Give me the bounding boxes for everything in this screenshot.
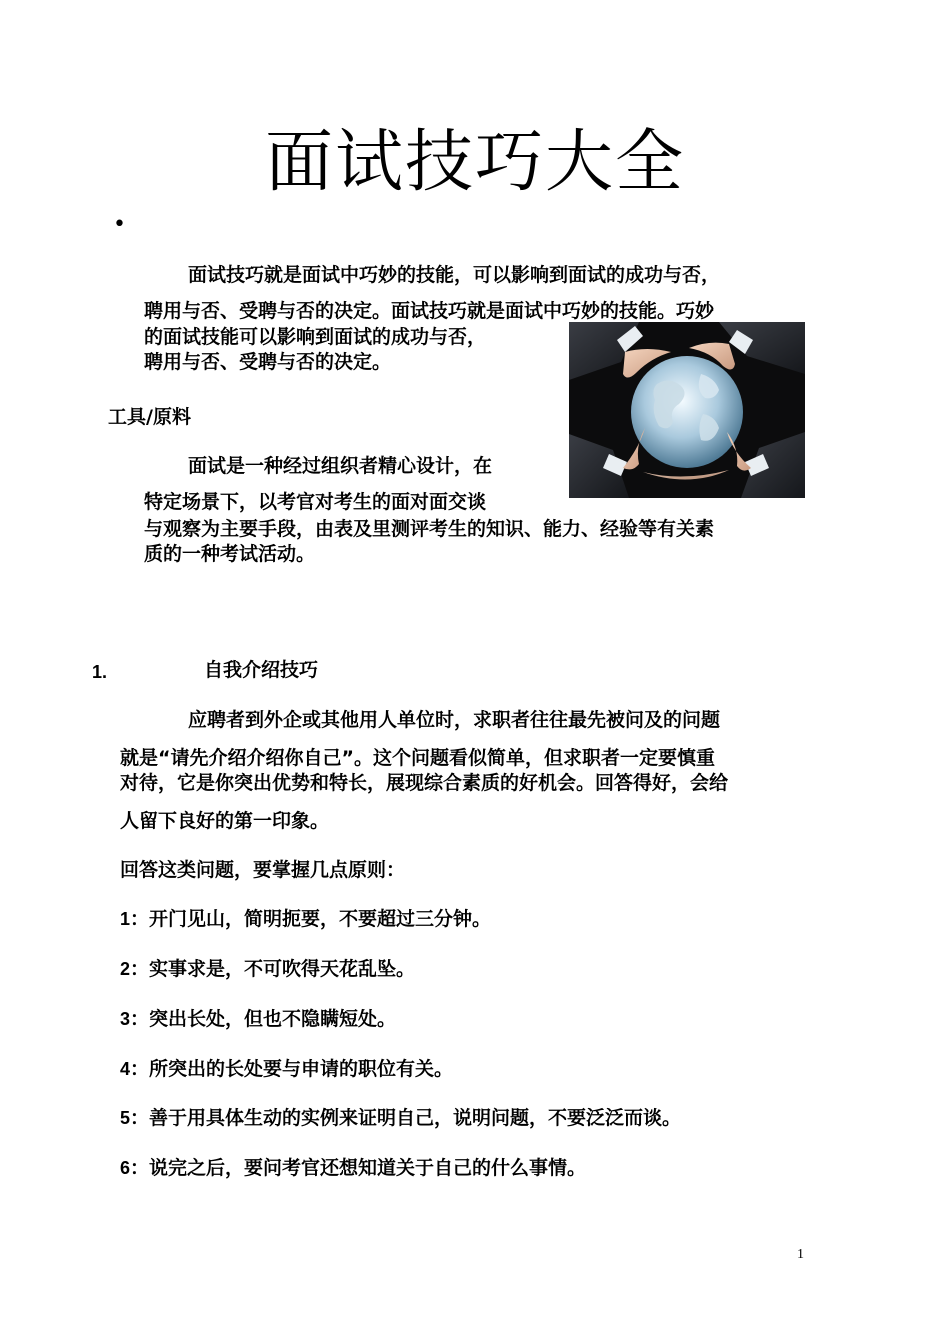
principle-item — [120, 956, 415, 982]
principle-text: ：开门见山，简明扼要，不要超过三分钟。 — [130, 908, 492, 930]
principle-text: ：突出长处，但也不隐瞒短处。 — [130, 1008, 397, 1030]
principle-number: 1 — [120, 909, 131, 929]
principle-text: ：说完之后，要问考官还想知道关于自己的什么事情。 — [130, 1157, 587, 1179]
principle-item — [120, 1006, 396, 1032]
principle-number: 2 — [120, 959, 131, 979]
page-title: 面试技巧大全 — [264, 123, 685, 202]
principle-number: 5 — [120, 1108, 131, 1128]
intro-line: 聘用与否、受聘与否的决定。面试技巧就是面试中巧妙的技能。巧妙 — [144, 300, 715, 322]
principle-item — [120, 906, 491, 932]
principle-item — [120, 1155, 586, 1181]
intro-line: 的面试技能可以影响到面试的成功与否， — [144, 326, 487, 348]
tools-heading: 工具/原料 — [108, 406, 191, 428]
globe-hands-icon — [569, 322, 805, 498]
section-number: 1. — [92, 662, 108, 682]
tools-line: 特定场景下，以考官对考生的面对面交谈 — [144, 491, 487, 513]
principle-text: ：善于用具体生动的实例来证明自己，说明问题，不要泛泛而谈。 — [130, 1107, 682, 1129]
section-line: 对待，它是你突出优势和特长，展现综合素质的好机会。回答得好，会给 — [120, 772, 729, 794]
principle-number: 4 — [120, 1059, 131, 1079]
principle-number: 6 — [120, 1158, 131, 1178]
intro-line: 面试技巧就是面试中巧妙的技能，可以影响到面试的成功与否， — [188, 264, 721, 286]
principle-item — [120, 1056, 453, 1082]
principle-text: ：实事求是，不可吹得天花乱坠。 — [130, 958, 416, 980]
principle-item — [120, 1105, 681, 1131]
tools-line: 与观察为主要手段，由表及里测评考生的知识、能力、经验等有关素 — [144, 518, 715, 540]
page-number: 1 — [797, 1247, 804, 1262]
section-line: 就是“请先介绍介绍你自己”。这个问题看似简单，但求职者一定要慎重 — [120, 747, 715, 769]
section-line: 人留下良好的第一印象。 — [120, 810, 330, 832]
tools-line: 质的一种考试活动。 — [144, 543, 316, 565]
principle-number: 3 — [120, 1009, 131, 1029]
bullet-marker: • — [113, 212, 126, 237]
intro-line: 聘用与否、受聘与否的决定。 — [144, 351, 392, 373]
tools-line: 面试是一种经过组织者精心设计，在 — [188, 455, 493, 477]
principles-intro: 回答这类问题，要掌握几点原则： — [120, 859, 406, 881]
globe-hands-image — [569, 322, 805, 498]
principle-text: ：所突出的长处要与申请的职位有关。 — [130, 1058, 454, 1080]
section-line: 应聘者到外企或其他用人单位时，求职者往往最先被问及的问题 — [188, 709, 721, 731]
section-heading: 自我介绍技巧 — [204, 659, 319, 681]
